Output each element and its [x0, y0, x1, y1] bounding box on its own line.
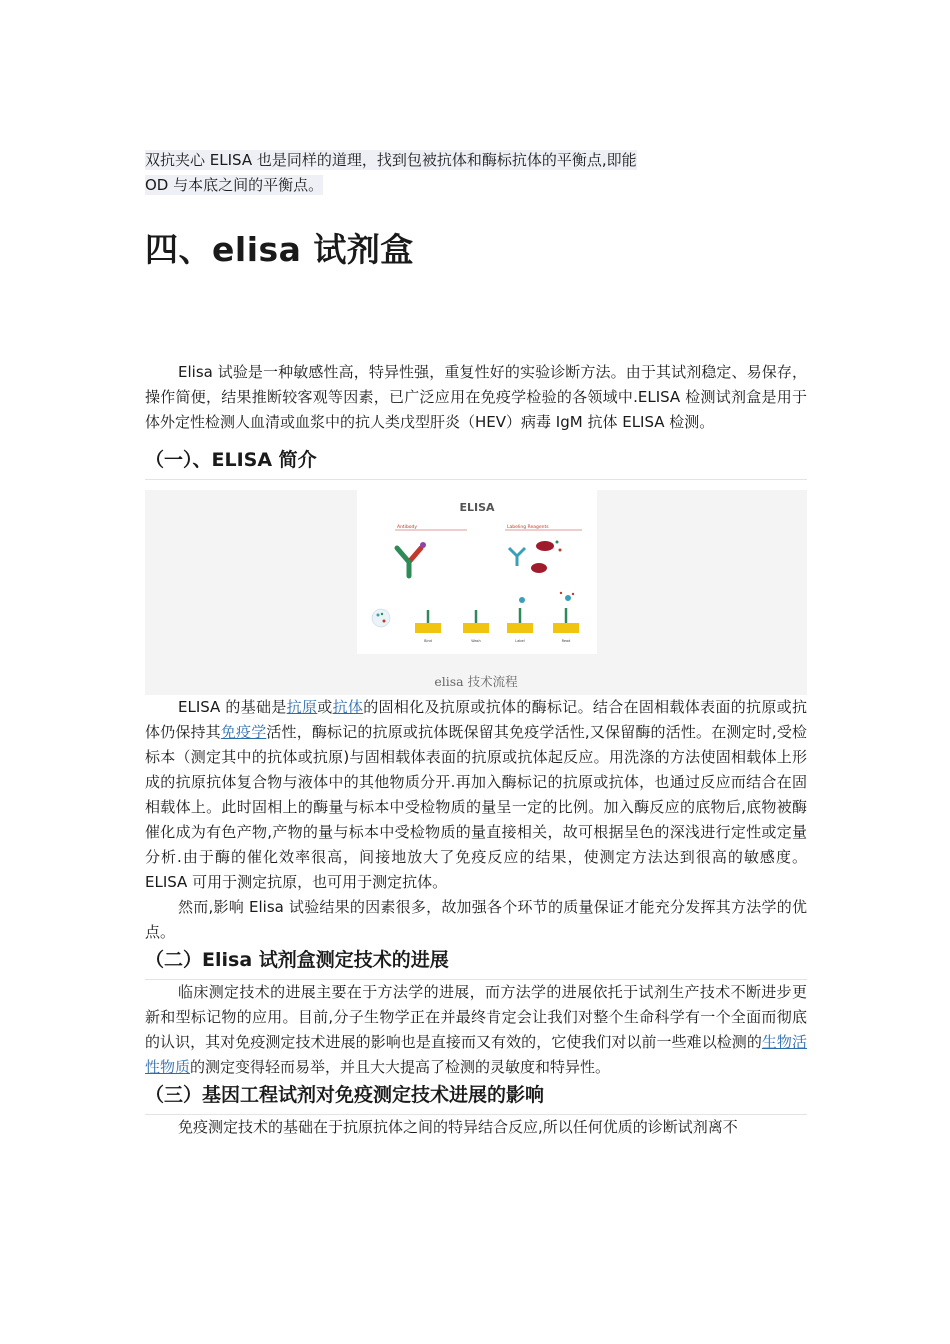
text: 的测定变得轻而易举，并且大大提高了检测的灵敏度和特异性。	[190, 1058, 611, 1076]
elisa-diagram-image	[357, 490, 597, 654]
intro-body-paragraph: Elisa 试验是一种敏感性高，特异性强，重复性好的实验诊断方法。由于其试剂稳定、易保存，操作简便，结果推断较客观等因素，已广泛应用在免疫学检验的各领域中.ELISA 检测试剂盒是用于体外定性检测人血清或血浆中的抗人类戊型肝炎（HEV）病毒 IgM 抗体 ELISA 检测。	[145, 363, 807, 431]
link-bioactive-substance[interactable]: 生物活性物质	[145, 1033, 807, 1076]
intro-line-2: OD 与本底之间的平衡点。	[145, 176, 324, 194]
step-label-label: Label	[515, 639, 525, 643]
text: 的固相化及抗原或抗体的酶标记。结合在固相载体表面的抗原或抗体仍保持其	[145, 698, 807, 741]
figure-label-antibody: Antibody	[397, 525, 418, 530]
section-3-heading: （三）基因工程试剂对免疫测定技术进展的影响	[145, 1080, 807, 1115]
section-1-paragraph-1	[145, 695, 807, 895]
section-1-paragraph-2: 然而,影响 Elisa 试验结果的因素很多，故加强各个环节的质量保证才能充分发挥其方法学的优点。	[145, 898, 807, 941]
intro-paragraph	[145, 148, 807, 198]
link-antibody[interactable]: 抗体	[332, 698, 364, 716]
step-label-bind: Bind	[424, 639, 432, 643]
section-3-paragraph: 免疫测定技术的基础在于抗原抗体之间的特异结合反应,所以任何优质的诊断试剂离不	[178, 1118, 738, 1136]
elisa-figure	[145, 490, 807, 695]
figure-caption: elisa 技术流程	[434, 674, 518, 689]
text: 或	[317, 698, 333, 716]
figure-title: ELISA	[459, 501, 495, 514]
step-label-read: Read	[561, 639, 571, 643]
text: 临床测定技术的进展主要在于方法学的进展，而方法学的进展依托于试剂生产技术不断进步更新和型标记物的应用。目前,分子生物学正在并最终肯定会让我们对整个生命科学有一个全面而彻底的认识，其对免疫测定技术进展的影响也是直接而又有效的，它使我们对以前一些难以检测的	[145, 983, 807, 1051]
section-1-heading: （一）、ELISA 简介	[145, 445, 807, 480]
text: ELISA 的基础是	[178, 698, 287, 716]
elisa-diagram	[357, 490, 597, 654]
main-heading: 四、elisa 试剂盒	[145, 230, 414, 269]
text: 活性，酶标记的抗原或抗体既保留其免疫学活性,又保留酶的活性。在测定时,受检标本（测定其中的抗体或抗原)与固相载体表面的抗原或抗体起反应。用洗涤的方法使固相载体上形成的抗原抗体复合物与液体中的其他物质分开.再加入酶标记的抗原或抗体，也通过反应而结合在固相载体上。此时固相上的酶量与标本中受检物质的量呈一定的比例。加入酶反应的底物后,底物被酶催化成为有色产物,产物的量与标本中受检物质的量直接相关，故可根据呈色的深浅进行定性或定量分析.由于酶的催化效率很高，间接地放大了免疫反应的结果，使测定方法达到很高的敏感度。 ELISA 可用于测定抗原，也可用于测定抗体。	[145, 723, 807, 891]
intro-line-1: 双抗夹心 ELISA 也是同样的道理，找到包被抗体和酶标抗体的平衡点,即能	[145, 151, 637, 169]
document-page	[145, 148, 807, 1140]
link-immunology[interactable]: 免疫学	[220, 723, 267, 741]
sample-icon	[372, 609, 390, 627]
section-2-paragraph	[145, 980, 807, 1080]
step-label-wash: Wash	[471, 639, 481, 643]
figure-label-reagents: Labeling Reagents	[507, 525, 549, 530]
section-2-heading: （二）Elisa 试剂盒测定技术的进展	[145, 945, 807, 980]
link-antigen[interactable]: 抗原	[286, 698, 318, 716]
